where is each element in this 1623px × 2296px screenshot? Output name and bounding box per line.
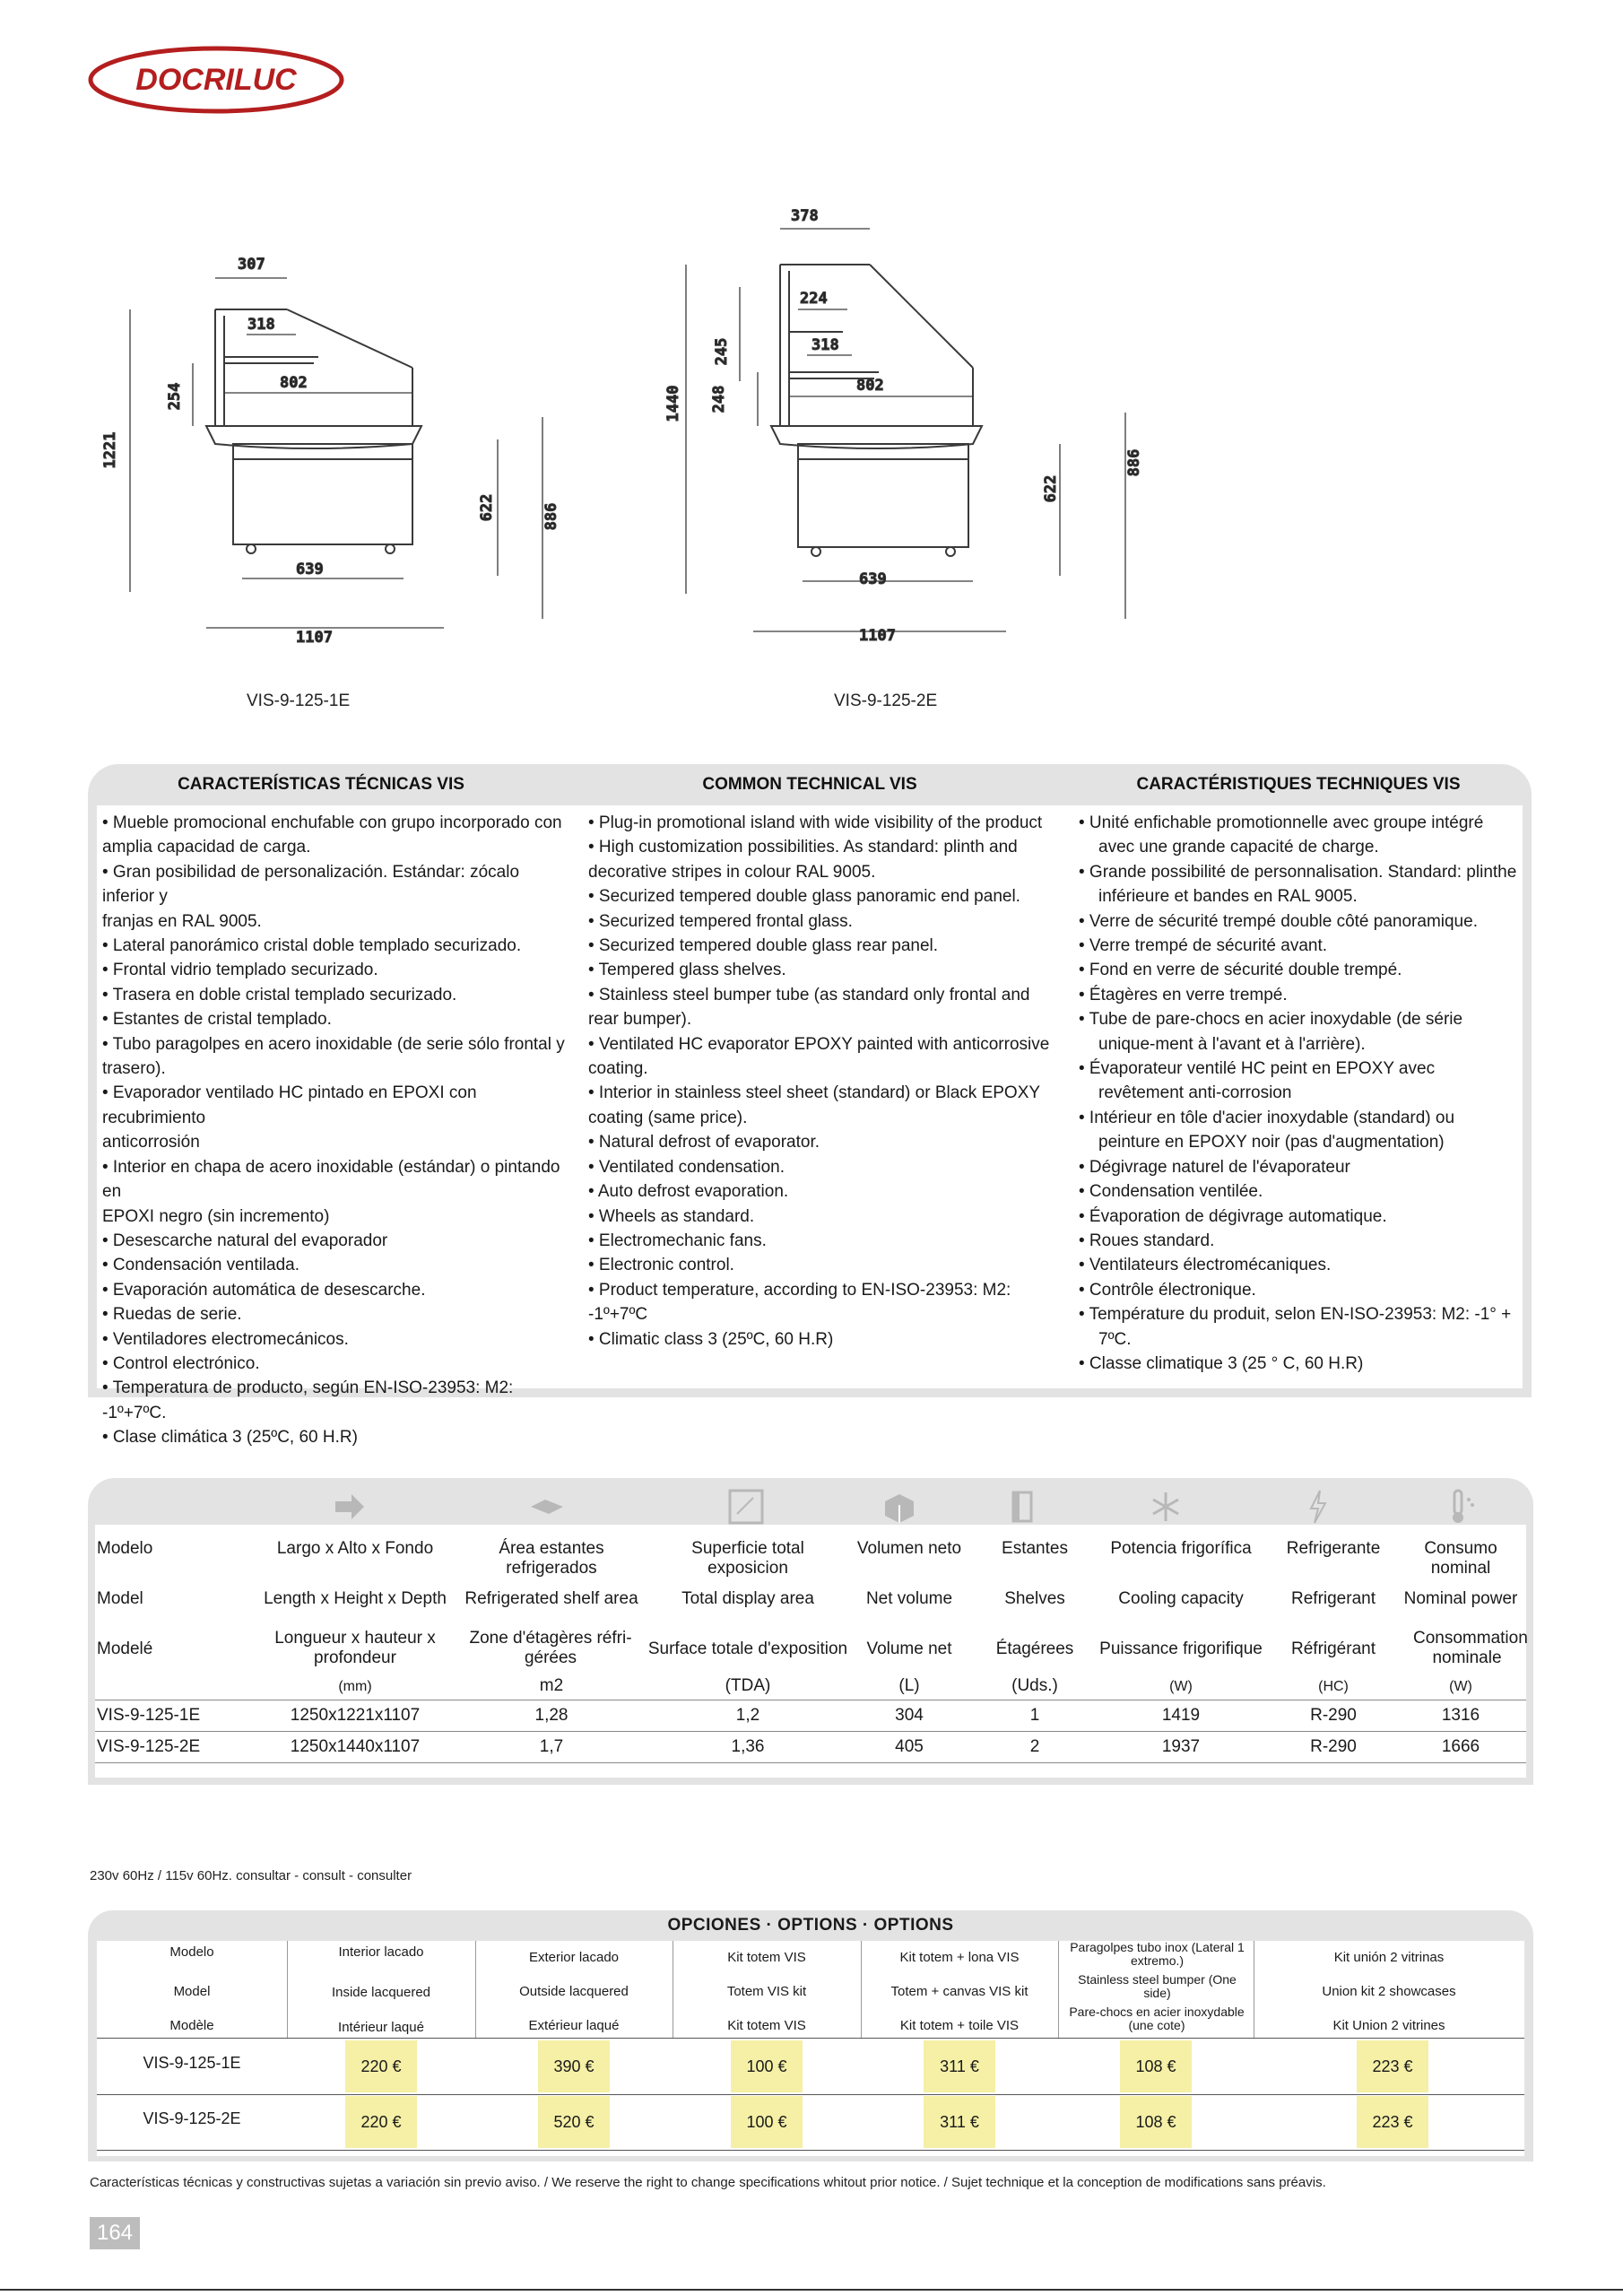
spec-header-en-8: Nominal power — [1403, 1589, 1518, 1608]
spec-row-2-cooling: 1937 — [1161, 1737, 1201, 1756]
opt-row-2-bumper: 108 € — [1120, 2096, 1192, 2148]
spec-row-1-model: VIS-9-125-1E — [97, 1706, 201, 1725]
heading-es: CARACTERÍSTICAS TÉCNICAS VIS — [178, 775, 464, 794]
opt-header-en-3: Totem VIS kit — [726, 1984, 807, 1999]
spec-row-2-shelves: 2 — [1029, 1737, 1040, 1756]
opt-header-es-0: Modelo — [169, 1944, 214, 1960]
opt-header-en-2: Outside lacquered — [519, 1984, 629, 1999]
spec-header-es-5: Estantes — [1002, 1539, 1068, 1558]
drawing-vis-2e — [664, 197, 1166, 664]
svg-text:378: 378 — [791, 207, 819, 225]
opt-header-es-1: Interior lacado — [338, 1944, 424, 1960]
spec-header-en-1: Length x Height x Depth — [264, 1589, 447, 1608]
svg-text:1107: 1107 — [296, 629, 333, 647]
opt-row-2-exterior: 520 € — [538, 2096, 610, 2148]
specs-body — [95, 1525, 1526, 1778]
spec-row-1-volume: 304 — [895, 1706, 924, 1725]
characteristics-fr: • Unité enfichable promotionnelle avec groupe intégré avec une grande capacité de charge. • Grande possibilité de personnalisation. Standard: plinthe inférieure et bandes en RAL 9005. • Verre de sécurité trempé double côté panoramique. • Verre trempé de sécurité avant. • Fond en verre de sécurité double trempé. • Étagères en verre trempé. • Tube de pare-chocs en acier inoxydable (de série unique-ment à l'avant et à l'arrière). • Évaporateur ventilé HC peint en EPOXY avec revêtement anti-corrosion • Intérieur en tôle d'acier inoxydable (standard) ou peinture en EPOXY noir (pas d'augmentation) • Dégivrage naturel de l'évaporateur • Condensation ventilée. • Évaporation de dégivrage automatique. • Roues standard. • Ventilateurs électromécaniques. • Contrôle électronique. • Température du produit, selon EN-ISO-23953: M2: -1° + 7ºC. • Classe climatique 3 (25 ° C, 60 H.R) — [1079, 813, 1517, 1373]
opt-header-fr-0: Modèle — [169, 2018, 214, 2033]
svg-text:886: 886 — [542, 502, 560, 531]
spec-unit-8: (W) — [1449, 1679, 1472, 1694]
opt-header-es-4: Kit totem + lona VIS — [899, 1950, 1020, 1965]
spec-row-1-power: 1316 — [1441, 1706, 1480, 1725]
spec-row-2-refrigerant: R-290 — [1310, 1737, 1357, 1756]
spec-unit-7: (HC) — [1318, 1679, 1349, 1694]
arrow-icon — [330, 1487, 369, 1526]
spec-row-2-display-area: 1,36 — [731, 1737, 765, 1756]
spec-header-en-4: Net volume — [865, 1589, 953, 1608]
spec-header-es-2: Área estantes refrigerados — [499, 1539, 604, 1578]
svg-text:245: 245 — [713, 337, 731, 366]
opt-row-2-totem: 100 € — [731, 2096, 803, 2148]
characteristics-panel — [88, 764, 1532, 1448]
spec-header-fr-5: Étagérees — [995, 1639, 1074, 1658]
svg-text:1221: 1221 — [101, 431, 119, 469]
heading-fr: CARACTÉRISTIQUES TECHNIQUES VIS — [1136, 775, 1461, 794]
spec-row-1-refrigerant: R-290 — [1310, 1706, 1357, 1725]
spec-header-fr-2: Zone d'étagères réfri-gérées — [469, 1629, 632, 1667]
spec-unit-2: m2 — [539, 1676, 564, 1695]
opt-header-fr-6: Kit Union 2 vitrines — [1332, 2018, 1445, 2033]
opt-row-2-model: VIS-9-125-2E — [143, 2109, 241, 2127]
spec-unit-6: (W) — [1169, 1679, 1193, 1694]
svg-text:318: 318 — [812, 336, 839, 354]
bottom-rule — [0, 2289, 1623, 2291]
spec-unit-4: (L) — [898, 1676, 920, 1695]
shelf-icon — [527, 1487, 567, 1526]
opt-header-fr-3: Kit totem VIS — [727, 2018, 806, 2033]
spec-row-1-dims: 1250x1221x1107 — [290, 1706, 421, 1725]
spec-header-en-6: Cooling capacity — [1118, 1589, 1244, 1608]
svg-text:248: 248 — [710, 385, 728, 413]
snowflake-icon — [1146, 1487, 1185, 1526]
drawing-caption-left: VIS-9-125-1E — [247, 691, 351, 710]
spec-row-2-dims: 1250x1440x1107 — [290, 1737, 421, 1756]
svg-text:1107: 1107 — [859, 627, 896, 645]
thermometer-icon — [1442, 1487, 1481, 1526]
svg-text:639: 639 — [859, 570, 887, 588]
spec-header-fr-4: Volume net — [866, 1639, 952, 1658]
spec-row-1-display-area: 1,2 — [735, 1706, 760, 1725]
drawing-caption-right: VIS-9-125-2E — [834, 691, 938, 710]
svg-text:224: 224 — [800, 290, 828, 308]
spec-header-en-3: Total display area — [681, 1589, 814, 1608]
opt-row-2-union-kit: 223 € — [1357, 2096, 1428, 2148]
spec-header-en-7: Refrigerant — [1291, 1589, 1376, 1608]
spec-header-fr-7: Réfrigérant — [1291, 1639, 1376, 1658]
opt-header-es-3: Kit totem VIS — [727, 1950, 806, 1965]
voltage-note: 230v 60Hz / 115v 60Hz. consultar - consult - consulter — [90, 1868, 412, 1883]
svg-text:254: 254 — [166, 382, 184, 411]
spec-row-2-volume: 405 — [895, 1737, 924, 1756]
spec-row-1-cooling: 1419 — [1161, 1706, 1201, 1725]
spec-header-en-5: Shelves — [1004, 1589, 1065, 1608]
logo-text: DOCRILUC — [135, 63, 297, 97]
spec-header-fr-0: Modelé — [97, 1639, 153, 1658]
spec-row-2-power: 1666 — [1441, 1737, 1480, 1756]
spec-row-2-model: VIS-9-125-2E — [97, 1737, 201, 1756]
spec-row-2-shelf-area: 1,7 — [539, 1737, 564, 1756]
opt-header-en-6: Union kit 2 showcases — [1322, 1984, 1456, 1999]
opt-header-en-0: Model — [173, 1984, 211, 1999]
opt-header-fr-5: Pare-chocs en acier inoxydable (une cote) — [1069, 2005, 1245, 2032]
svg-text:886: 886 — [1125, 448, 1143, 477]
opt-header-en-5: Stainless steel bumper (One side) — [1078, 1972, 1237, 2000]
svg-text:802: 802 — [856, 377, 884, 395]
spec-header-fr-1: Longueur x hauteur x profondeur — [274, 1629, 436, 1667]
spec-header-es-0: Modelo — [97, 1539, 153, 1558]
page-number: 164 — [90, 2217, 140, 2249]
spec-header-es-3: Superficie total exposicion — [691, 1539, 804, 1578]
spec-header-en-0: Model — [97, 1589, 143, 1608]
opt-header-es-5: Paragolpes tubo inox (Lateral 1 extremo.) — [1070, 1940, 1245, 1968]
svg-text:639: 639 — [296, 561, 324, 578]
svg-text:307: 307 — [238, 256, 265, 274]
opt-header-en-4: Totem + canvas VIS kit — [890, 1984, 1028, 1999]
display-area-icon — [726, 1487, 766, 1526]
opt-row-1-model: VIS-9-125-1E — [143, 2054, 241, 2072]
opt-row-1-totem-canvas: 311 € — [924, 2040, 995, 2092]
drawing-vis-1e — [90, 242, 560, 664]
svg-text:318: 318 — [247, 316, 275, 334]
cube-volume-icon — [880, 1487, 919, 1526]
spec-header-es-8: Consumo nominal — [1424, 1539, 1497, 1578]
spec-header-es-6: Potencia frigorífica — [1110, 1539, 1252, 1558]
spec-header-es-7: Refrigerante — [1286, 1539, 1381, 1558]
spec-header-fr-6: Puissance frigorifique — [1099, 1639, 1263, 1658]
docriluc-logo — [88, 45, 344, 115]
opt-row-1-bumper: 108 € — [1120, 2040, 1192, 2092]
opt-row-2-interior: 220 € — [345, 2096, 417, 2148]
spec-unit-3: (TDA) — [725, 1676, 771, 1695]
opt-header-fr-1: Intérieur laqué — [338, 2020, 424, 2035]
spec-header-es-4: Volumen neto — [856, 1539, 962, 1558]
opt-row-1-exterior: 390 € — [538, 2040, 610, 2092]
options-table — [88, 1910, 1533, 2161]
opt-header-fr-2: Extérieur laqué — [528, 2018, 620, 2033]
opt-header-fr-4: Kit totem + toile VIS — [899, 2018, 1020, 2033]
spec-header-en-2: Refrigerated shelf area — [464, 1589, 638, 1608]
svg-text:1440: 1440 — [664, 385, 682, 422]
svg-text:802: 802 — [280, 374, 308, 392]
opt-row-1-totem: 100 € — [731, 2040, 803, 2092]
spec-row-1-shelves: 1 — [1029, 1706, 1040, 1725]
characteristics-en: • Plug-in promotional island with wide visibility of the product • High customization possibilities. As standard: plinth and decorative stripes in colour RAL 9005. • Securized tempered double glass panoramic end panel. • Securized tempered frontal glass. • Securized tempered double glass rear panel. • Tempered glass shelves. • Stainless steel bumper tube (as standard only frontal and rear bumper). • Ventilated HC evaporator EPOXY painted with anticorrosive coating. • Interior in stainless steel sheet (standard) or Black EPOXY coating (same price). • Natural defrost of evaporator. • Ventilated condensation. • Auto defrost evaporation. • Wheels as standard. • Electromechanic fans. • Electronic control. • Product temperature, according to EN-ISO-23953: M2: -1º+7ºC • Climatic class 3 (25ºC, 60 H.R) — [588, 813, 1050, 1349]
spec-header-fr-8: Consommation nominale — [1413, 1629, 1528, 1667]
opt-header-es-6: Kit unión 2 vitrinas — [1333, 1950, 1445, 1965]
spec-row-1-shelf-area: 1,28 — [534, 1706, 568, 1725]
opt-row-1-union-kit: 223 € — [1357, 2040, 1428, 2092]
options-title: OPCIONES · OPTIONS · OPTIONS — [667, 1916, 954, 1935]
disclaimer: Características técnicas y constructivas sujetas a variación sin previo aviso. / We reserve the right to change specifications whitout prior notice. / Sujet technique et la conception de modifications sans préavis. — [90, 2175, 1326, 2190]
spec-unit-5: (Uds.) — [1011, 1676, 1058, 1695]
spec-unit-1: (mm) — [338, 1679, 372, 1694]
characteristics-body — [97, 805, 1523, 1448]
characteristics-es: • Mueble promocional enchufable con grupo incorporado con amplia capacidad de carga. • Gran posibilidad de personalización. Estándar: zócalo inferior y franjas en RAL 9005. • Lateral panorámico cristal doble templado securizado. • Frontal vidrio templado securizado. • Trasera en doble cristal templado securizado. • Estantes de cristal templado. • Tubo paragolpes en acero inoxidable (de serie sólo frontal y trasero). • Evaporador ventilado HC pintado en EPOXI con recubrimiento anticorrosión • Interior en chapa de acero inoxidable (estándar) o pintando en EPOXI negro (sin incremento) • Desescarche natural del evaporador • Condensación ventilada. • Evaporación automática de desescarche. • Ruedas de serie. • Ventiladores electromecánicos. • Control electrónico. • Temperatura de producto, según EN-ISO-23953: M2: -1º+7ºC. • Clase climática 3 (25ºC, 60 H.R) — [102, 813, 565, 1448]
spec-header-fr-3: Surface totale d'exposition — [647, 1639, 848, 1658]
opt-header-es-2: Exterior lacado — [528, 1950, 620, 1965]
heading-en: COMMON TECHNICAL VIS — [702, 775, 917, 794]
opt-row-1-interior: 220 € — [345, 2040, 417, 2092]
specs-table — [88, 1478, 1533, 1785]
svg-text:622: 622 — [478, 493, 496, 522]
opt-row-2-totem-canvas: 311 € — [924, 2096, 995, 2148]
svg-text:622: 622 — [1042, 474, 1060, 503]
spec-header-es-1: Largo x Alto x Fondo — [276, 1539, 434, 1558]
options-body — [97, 1941, 1524, 2156]
shelves-icon — [1002, 1487, 1042, 1526]
lightning-icon — [1298, 1487, 1338, 1526]
opt-header-en-1: Inside lacquered — [331, 1985, 431, 2000]
